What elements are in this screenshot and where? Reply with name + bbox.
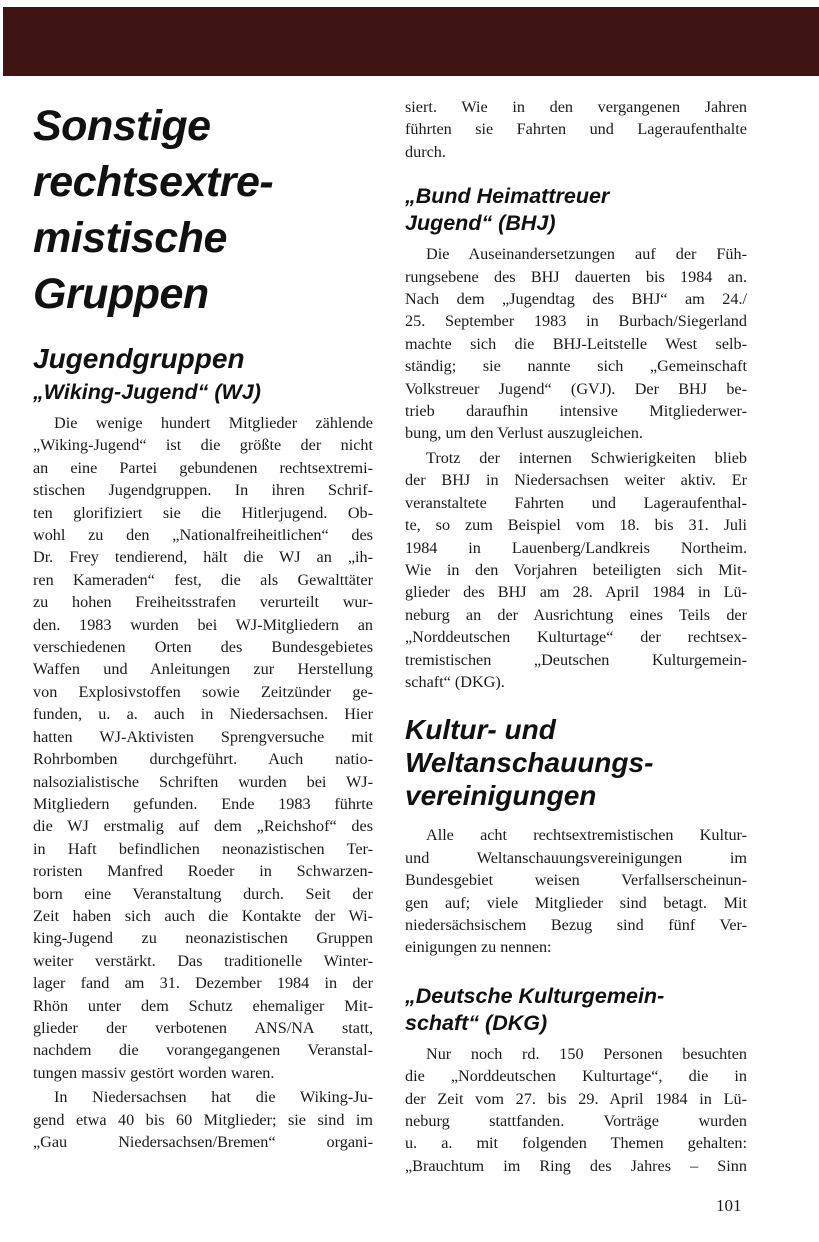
text-line: Dr. Frey tendierend, hält die WJ an „ih- — [33, 548, 373, 567]
text-line: ren Kameraden“ fest, die als Gewalttäter — [33, 570, 373, 589]
text-line: verschiedenen Orten des Bundesgebietes — [33, 638, 373, 657]
text-line: Rhön unter dem Schutz ehemaliger Mit- — [33, 996, 373, 1015]
text-line: In Niedersachsen hat die Wiking-Ju- — [54, 1088, 373, 1107]
text-line: born eine Veranstaltung durch. Seit der — [33, 884, 373, 903]
page-title-line: rechtsextre- — [33, 158, 274, 206]
text-line: ten glorifiziert sie die Hitlerjugend. Ob- — [33, 503, 373, 522]
text-line: Nach dem „Jugendtag des BHJ“ am 24./ — [405, 290, 747, 309]
text-line: an eine Partei gebundenen rechtsextremi- — [33, 458, 373, 477]
section-heading-jugendgruppen: Jugendgruppen — [33, 343, 245, 374]
text-line: stischen Jugendgruppen. In ihren Schrif- — [33, 481, 373, 500]
text-line: machte sich die BHJ-Leitstelle West selb- — [405, 334, 747, 353]
text-line: der BHJ in Niedersachsen weiter aktiv. Er — [405, 471, 747, 490]
page-number: 101 — [716, 1196, 742, 1215]
text-line: 25. September 1983 in Burbach/Siegerland — [405, 312, 747, 331]
text-line: hatten WJ-Aktivisten Sprengversuche mit — [33, 727, 373, 746]
text-line: Nur noch rd. 150 Personen besuchten — [426, 1044, 747, 1063]
text-line: führten sie Fahrten und Lageraufenthalte — [405, 120, 747, 139]
text-line: tremistischen „Deutschen Kulturgemein- — [405, 650, 747, 669]
subsection-heading-wiking-jugend: „Wiking-Jugend“ (WJ) — [33, 380, 261, 404]
text-line: „Brauchtum im Ring des Jahres – Sinn — [405, 1156, 747, 1175]
right-column — [405, 96, 747, 1177]
text-line: Rohrbomben durchgeführt. Auch natio- — [33, 750, 373, 769]
text-line: Volkstreuer Jugend“ (GVJ). Der BHJ be- — [405, 379, 747, 398]
text-line: veranstaltete Fahrten und Lageraufenthal- — [405, 493, 747, 512]
text-line: einigungen zu nennen: — [405, 938, 552, 957]
text-line: Die wenige hundert Mitglieder zählende — [54, 414, 373, 432]
text-line: glieder des BHJ am 28. April 1984 in Lü- — [405, 583, 747, 602]
page-title-line: Gruppen — [33, 270, 209, 318]
text-line: tungen massiv gestört worden waren. — [33, 1063, 275, 1082]
text-line: gen auf; viele Mitglieder sind betagt. Mit — [405, 893, 747, 912]
text-line: te, so zum Beispiel vom 18. bis 31. Juli — [405, 516, 747, 535]
text-line: gend etwa 40 bis 60 Mitglieder; sie sind im — [33, 1110, 373, 1129]
text-line: Die Auseinandersetzungen auf der Füh- — [426, 245, 747, 264]
text-line: funden, u. a. auch in Niedersachsen. Hier — [33, 705, 373, 724]
paragraph-kultur — [405, 824, 747, 958]
heading-line: Weltanschauungs- — [405, 747, 654, 779]
text-line: roristen Manfred Roeder in Schwarzen- — [33, 862, 373, 881]
heading-line: Jugend“ (BHJ) — [405, 211, 556, 236]
text-line: zu hohen Freiheitsstrafen verurteilt wur- — [33, 593, 373, 612]
heading-line: „Deutsche Kulturgemein- — [405, 983, 665, 1008]
text-line: die WJ erstmalig auf dem „Reichshof“ des — [33, 817, 373, 836]
text-line: neburg stattfanden. Vorträge wurden — [405, 1112, 747, 1130]
text-line: durch. — [405, 142, 446, 161]
text-line: neburg an der Ausrichtung eines Teils der — [405, 605, 747, 624]
heading-line: Kultur- und — [405, 714, 556, 746]
paragraph-bhj-2 — [405, 447, 747, 693]
text-line: weiter verstärkt. Das traditionelle Winter- — [33, 951, 373, 970]
text-line: glieder der verbotenen ANS/NA statt, — [33, 1018, 373, 1037]
text-line: den. 1983 wurden bei WJ-Mitgliedern an — [33, 615, 373, 634]
paragraph-wiking-jugend-1 — [33, 412, 373, 1084]
text-line: „Norddeutschen Kulturtage“ der rechtsex- — [405, 628, 747, 647]
heading-line: „Bund Heimattreuer — [405, 184, 610, 209]
text-line: die „Norddeutschen Kulturtage“, die in — [405, 1067, 747, 1086]
text-line: Waffen und Anleitungen zur Herstellung — [33, 660, 373, 679]
text-line: „Gau Niedersachsen/Bremen“ organi- — [33, 1133, 373, 1151]
text-line: bung, um den Verlust auszugleichen. — [405, 424, 643, 443]
subsection-heading-bhj — [405, 183, 747, 237]
text-line: siert. Wie in den vergangenen Jahren — [405, 98, 747, 116]
heading-line: schaft“ (DKG) — [405, 1010, 548, 1035]
text-line: rungsebene des BHJ dauerten bis 1984 an. — [405, 267, 747, 286]
text-line: nachdem die vorangegangenen Veranstal- — [33, 1041, 373, 1060]
text-line: Wie in den Vorjahren beteiligten sich Mit- — [405, 560, 747, 579]
left-column — [33, 96, 373, 1153]
page-title-line: mistische — [33, 214, 227, 262]
text-line: schaft“ (DKG). — [405, 672, 505, 691]
text-line: „Wiking-Jugend“ ist die größte der nicht — [33, 436, 373, 455]
text-line: lager fand am 31. Dezember 1984 in der — [33, 974, 373, 993]
paragraph-wiking-jugend-2 — [33, 1086, 373, 1153]
text-line: Trotz der internen Schwierigkeiten blieb — [426, 448, 747, 467]
heading-line: vereinigungen — [405, 780, 597, 812]
page-title — [33, 96, 373, 322]
text-line: trieb daraufhin intensive Mitgliederwer- — [405, 402, 747, 421]
text-line: king-Jugend zu neonazistischen Gruppen — [33, 929, 373, 948]
top-color-band — [3, 7, 819, 76]
subsection-heading-dkg — [405, 983, 747, 1037]
text-line: von Explosivstoffen sowie Zeitzünder ge- — [33, 682, 373, 701]
text-line: wohl zu den „Nationalfreiheitlichen“ des — [33, 526, 373, 545]
text-line: Alle acht rechtsextremistischen Kultur- — [426, 826, 747, 845]
text-line: Bundesgebiet weisen Verfallserscheinun- — [405, 871, 747, 890]
paragraph-dkg — [405, 1043, 747, 1177]
text-line: Mitgliedern gefunden. Ende 1983 führte — [33, 794, 373, 813]
text-line: in Haft befindlichen neonazistischen Ter- — [33, 839, 373, 858]
paragraph-bhj-1 — [405, 243, 747, 445]
paragraph-wiking-jugend-2-continued — [405, 96, 747, 163]
text-line: 1984 in Lauenberg/Landkreis Northeim. — [405, 538, 747, 557]
page-title-line: Sonstige — [33, 102, 211, 150]
text-line: und Weltanschauungsvereinigungen im — [405, 848, 747, 867]
text-line: ständig; sie nannte sich „Gemeinschaft — [405, 357, 747, 376]
text-line: u. a. mit folgenden Themen gehalten: — [405, 1134, 747, 1153]
section-heading-kultur — [405, 713, 747, 812]
text-line: Zeit haben sich auch die Kontakte der Wi- — [33, 906, 373, 925]
text-line: nalsozialistische Schriften wurden bei WJ- — [33, 772, 373, 791]
text-line: der Zeit vom 27. bis 29. April 1984 in Lü- — [405, 1089, 747, 1108]
text-line: niedersächsischem Bezug sind fünf Ver- — [405, 915, 747, 934]
